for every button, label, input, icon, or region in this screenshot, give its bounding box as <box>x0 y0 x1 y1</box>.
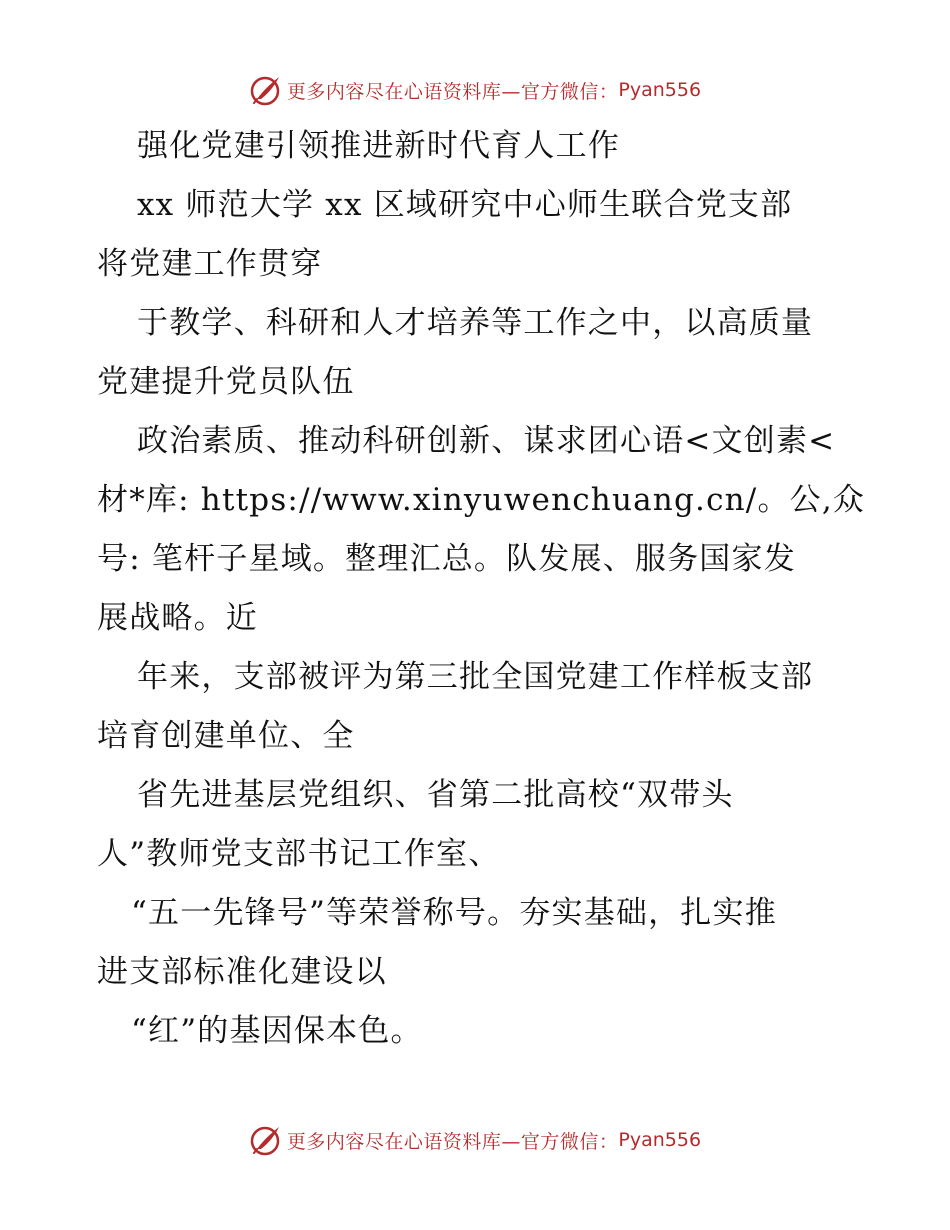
watermark-account: Pyan556 <box>618 1129 702 1151</box>
quill-pen-logo-icon <box>249 1123 283 1157</box>
paragraph-line: 展战略。近 <box>97 600 258 636</box>
header-watermark <box>0 70 950 110</box>
document-body <box>97 117 866 1061</box>
paragraph-line: 党建提升党员队伍 <box>97 364 355 400</box>
footer-watermark <box>0 1120 950 1160</box>
quill-pen-logo-icon <box>249 73 283 107</box>
paragraph-line: 材*库: https://www.xinyuwenchuang.cn/。公,众 <box>97 482 866 518</box>
paragraph-line: 培育创建单位、全 <box>97 718 355 754</box>
paragraph-line: xx 师范大学 xx 区域研究中心师生联合党支部 <box>137 187 793 223</box>
paragraph-line: “红”的基因保本色。 <box>131 1013 423 1049</box>
paragraph-line: 人”教师党支部书记工作室、 <box>97 836 501 872</box>
document-title: 强化党建引领推进新时代育人工作 <box>137 128 620 164</box>
paragraph-line: 省先进基层党组织、省第二批高校“双带头 <box>137 777 734 813</box>
paragraph-line: “五一先锋号”等荣誉称号。夯实基础，扎实推 <box>131 895 777 931</box>
paragraph-line: 年来，支部被评为第三批全国党建工作样板支部 <box>137 659 814 695</box>
watermark-text: 更多内容尽在心语资料库—官方微信： <box>286 1130 619 1153</box>
paragraph-line: 将党建工作贯穿 <box>97 246 323 282</box>
paragraph-line: 于教学、科研和人才培养等工作之中，以高质量 <box>137 305 814 341</box>
watermark-account: Pyan556 <box>618 79 702 101</box>
paragraph-line: 政治素质、推动科研创新、谋求团心语<文创素< <box>137 423 836 459</box>
watermark-text: 更多内容尽在心语资料库—官方微信： <box>286 80 619 103</box>
paragraph-line: 进支部标准化建设以 <box>97 954 387 990</box>
paragraph-line: 号: 笔杆子星域。整理汇总。队发展、服务国家发 <box>97 541 796 577</box>
